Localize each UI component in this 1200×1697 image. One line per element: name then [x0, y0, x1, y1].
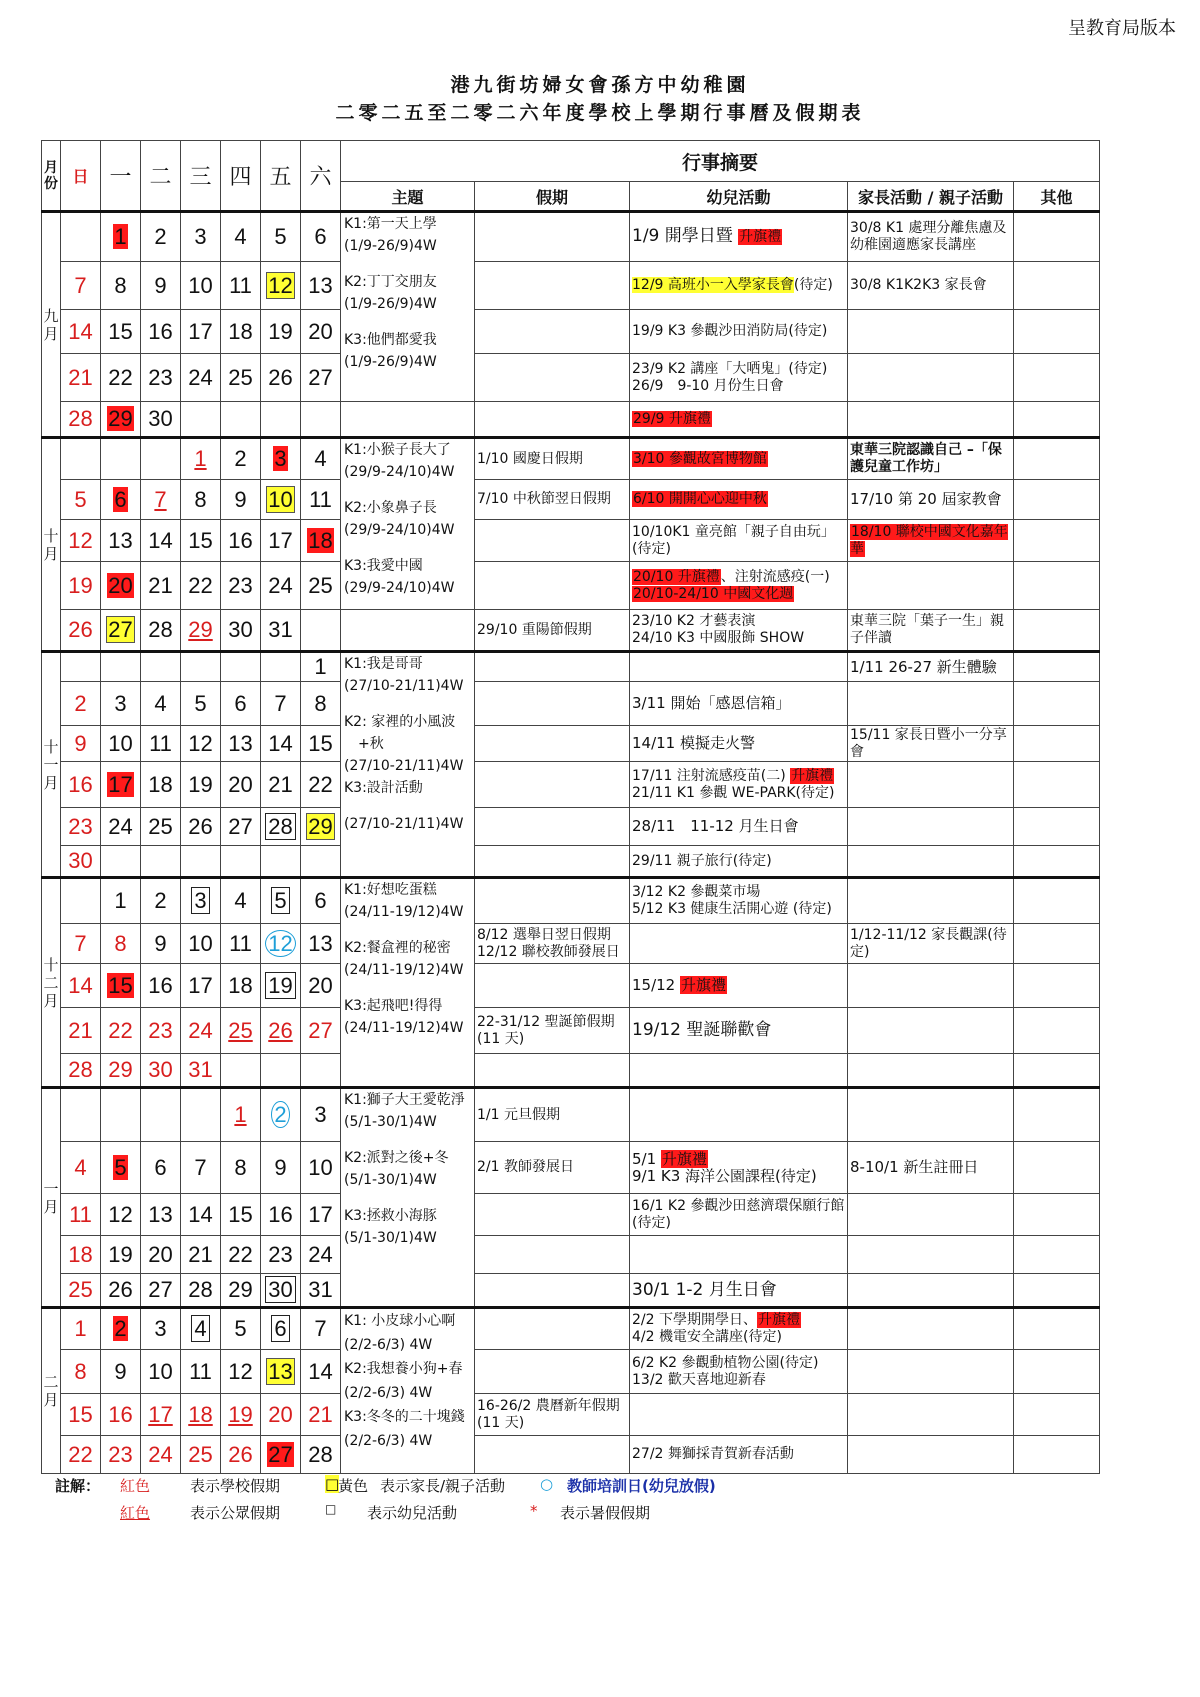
day-cell: 24 — [141, 1436, 181, 1474]
day-cell: 2 — [61, 682, 101, 726]
theme-jan: K1:獅子大王愛乾淨 (5/1-30/1)4W K2:派對之後+冬 (5/1-30/1)4W K3:拯救小海豚 (5/1-30/1)4W — [341, 1088, 475, 1308]
day-cell — [261, 1054, 301, 1088]
day-cell: 22 — [61, 1436, 101, 1474]
day-cell: 27 — [221, 808, 261, 846]
day-cell — [221, 652, 261, 682]
theme-feb: K1: 小皮球小心啊 (2/2-6/3) 4W K2:我想養小狗+春 (2/2-6/3) 4W K3:冬冬的二十塊錢 (2/2-6/3) 4W — [341, 1308, 475, 1474]
child-activity: 23/9 K2 講座「大哂鬼」(待定) 26/9 9-10 月份生日會 — [630, 354, 848, 402]
parent-activity-header: 家長活動 / 親子活動 — [848, 182, 1014, 212]
day-cell: 21 — [61, 1008, 101, 1054]
day-cell: 25 — [181, 1436, 221, 1474]
day-cell: 14 — [181, 1194, 221, 1236]
fri-header: 五 — [261, 141, 301, 212]
day-cell — [261, 402, 301, 438]
day-cell: 27 — [301, 354, 341, 402]
day-cell: 4 — [221, 212, 261, 262]
day-cell: 12 — [61, 520, 101, 562]
parent-activity: 30/8 K1K2K3 家長會 — [848, 262, 1014, 310]
day-cell: 6 — [221, 682, 261, 726]
day-cell — [141, 1088, 181, 1142]
theme-dec: K1:好想吃蛋糕 (24/11-19/12)4W K2:餐盒裡的秘密 (24/11-19/12)4W K3:起飛吧!得得 (24/11-19/12)4W — [341, 878, 475, 1088]
day-cell: 20 — [101, 562, 141, 610]
day-cell — [221, 1054, 261, 1088]
day-cell — [301, 846, 341, 878]
day-cell — [221, 402, 261, 438]
day-cell: 5 — [61, 480, 101, 520]
holiday-entry: 2/1 教師發展日 — [475, 1142, 630, 1194]
parent-activity: 15/11 家長日暨小一分享會 — [848, 726, 1014, 762]
day-cell — [141, 846, 181, 878]
child-activity: 2/2 下學期開學日、升旗禮 4/2 機電安全講座(待定) — [630, 1308, 848, 1350]
child-activity: 27/2 舞獅採青賀新春活動 — [630, 1436, 848, 1474]
day-cell: 8 — [101, 262, 141, 310]
day-cell: 22 — [221, 1236, 261, 1274]
summary-header: 行事摘要 — [341, 141, 1100, 182]
day-cell: 26 — [261, 1008, 301, 1054]
day-cell: 24 — [181, 1008, 221, 1054]
legend-yellow-mark: □ — [325, 1475, 340, 1493]
day-cell: 16 — [221, 520, 261, 562]
month-nov: 十一月 — [42, 652, 61, 878]
day-cell: 18 — [221, 310, 261, 354]
day-cell — [141, 438, 181, 480]
day-cell — [61, 212, 101, 262]
version-stamp: 呈教育局版本 — [1068, 18, 1176, 39]
day-cell: 7 — [61, 924, 101, 964]
day-cell: 2 — [261, 1088, 301, 1142]
day-cell: 27 — [101, 610, 141, 652]
day-cell: 25 — [61, 1274, 101, 1308]
day-cell: 21 — [261, 762, 301, 808]
day-cell: 2 — [221, 438, 261, 480]
theme-header: 主題 — [341, 182, 475, 212]
calendar-title: 二零二五至二零二六年度學校上學期行事曆及假期表 — [335, 102, 865, 124]
parent-activity: 1/12-11/12 家長觀課(待定) — [848, 924, 1014, 964]
day-cell: 16 — [61, 762, 101, 808]
day-cell: 22 — [101, 1008, 141, 1054]
day-cell: 9 — [221, 480, 261, 520]
day-cell: 12 — [101, 1194, 141, 1236]
holiday-entry: 7/10 中秋節翌日假期 — [475, 480, 630, 520]
day-cell: 28 — [181, 1274, 221, 1308]
day-cell: 30 — [141, 1054, 181, 1088]
day-cell: 4 — [221, 878, 261, 924]
day-cell: 17 — [141, 1394, 181, 1436]
day-cell: 21 — [141, 562, 181, 610]
holiday-entry: 16-26/2 農曆新年假期(11 天) — [475, 1394, 630, 1436]
day-cell: 9 — [61, 726, 101, 762]
parent-activity: 東華三院「葉子一生」親子伴讀 — [848, 610, 1014, 652]
month-feb: 二月 — [42, 1308, 61, 1474]
day-cell: 11 — [221, 262, 261, 310]
child-activity: 23/10 K2 才藝表演 24/10 K3 中國服飾 SHOW — [630, 610, 848, 652]
day-cell — [261, 652, 301, 682]
day-cell: 14 — [61, 310, 101, 354]
day-cell: 6 — [261, 1308, 301, 1350]
parent-activity: 17/10 第 20 屆家教會 — [848, 480, 1014, 520]
parent-activity: 18/10 聯校中國文化嘉年華 — [848, 520, 1014, 562]
day-cell: 9 — [141, 262, 181, 310]
box-icon: □ — [325, 1502, 337, 1516]
theme-oct: K1:小猴子長大了 (29/9-24/10)4W K2:小象鼻子長 (29/9-24/10)4W K3:我愛中國 (29/9-24/10)4W — [341, 438, 475, 610]
day-cell: 29 — [301, 808, 341, 846]
day-cell: 15 — [301, 726, 341, 762]
circle-icon: ○ — [540, 1475, 554, 1493]
day-cell: 15 — [61, 1394, 101, 1436]
day-cell: 19 — [261, 964, 301, 1008]
day-cell: 17 — [181, 310, 221, 354]
day-cell: 26 — [181, 808, 221, 846]
day-cell: 9 — [141, 924, 181, 964]
day-cell: 28 — [301, 1436, 341, 1474]
day-cell: 20 — [301, 964, 341, 1008]
day-cell: 23 — [221, 562, 261, 610]
day-cell — [61, 878, 101, 924]
day-cell: 9 — [101, 1350, 141, 1394]
day-cell: 11 — [301, 480, 341, 520]
child-activity: 5/1 升旗禮 9/1 K3 海洋公園課程(待定) — [630, 1142, 848, 1194]
day-cell: 5 — [181, 682, 221, 726]
day-cell — [101, 1088, 141, 1142]
day-cell: 7 — [141, 480, 181, 520]
day-cell: 26 — [61, 610, 101, 652]
day-cell: 21 — [301, 1394, 341, 1436]
parent-activity: 1/11 26-27 新生體驗 — [848, 652, 1014, 682]
day-cell: 10 — [181, 924, 221, 964]
day-cell: 8 — [181, 480, 221, 520]
day-cell — [181, 652, 221, 682]
day-cell: 7 — [261, 682, 301, 726]
day-cell: 26 — [261, 354, 301, 402]
day-cell: 16 — [101, 1394, 141, 1436]
day-cell: 2 — [101, 1308, 141, 1350]
day-cell: 28 — [141, 610, 181, 652]
day-cell — [101, 438, 141, 480]
child-activity: 19/12 聖誕聯歡會 — [630, 1008, 848, 1054]
parent-activity: 8-10/1 新生註冊日 — [848, 1142, 1014, 1194]
day-cell: 6 — [101, 480, 141, 520]
day-cell: 24 — [181, 354, 221, 402]
day-cell: 19 — [101, 1236, 141, 1274]
school-title: 港九街坊婦女會孫方中幼稚園 — [450, 74, 750, 96]
day-cell: 8 — [61, 1350, 101, 1394]
day-cell: 30 — [221, 610, 261, 652]
day-cell: 4 — [301, 438, 341, 480]
day-cell: 18 — [301, 520, 341, 562]
day-cell: 23 — [141, 354, 181, 402]
day-cell — [101, 652, 141, 682]
day-cell: 16 — [141, 964, 181, 1008]
day-cell: 24 — [261, 562, 301, 610]
mon-header: 一 — [101, 141, 141, 212]
holiday-entry: 1/10 國慶日假期 — [475, 438, 630, 480]
child-activity: 30/1 1-2 月生日會 — [630, 1274, 848, 1308]
day-cell: 1 — [221, 1088, 261, 1142]
day-cell: 27 — [301, 1008, 341, 1054]
child-activity: 17/11 注射流感疫苗(二) 升旗禮 21/11 K1 參觀 WE-PARK(待定) — [630, 762, 848, 808]
day-cell: 6 — [301, 212, 341, 262]
day-cell: 23 — [61, 808, 101, 846]
day-cell: 10 — [141, 1350, 181, 1394]
day-cell: 11 — [141, 726, 181, 762]
child-activity: 16/1 K2 參觀沙田慈濟環保願行館(待定) — [630, 1194, 848, 1236]
day-cell: 11 — [61, 1194, 101, 1236]
day-cell: 5 — [261, 878, 301, 924]
day-cell: 3 — [141, 1308, 181, 1350]
day-cell: 19 — [261, 310, 301, 354]
day-cell: 25 — [141, 808, 181, 846]
day-cell: 27 — [261, 1436, 301, 1474]
day-cell — [301, 610, 341, 652]
child-activity: 29/9 升旗禮 — [630, 402, 848, 438]
day-cell: 22 — [301, 762, 341, 808]
tue-header: 二 — [141, 141, 181, 212]
day-cell — [61, 438, 101, 480]
day-cell: 13 — [141, 1194, 181, 1236]
other-header: 其他 — [1014, 182, 1100, 212]
day-cell: 7 — [181, 1142, 221, 1194]
day-cell: 13 — [261, 1350, 301, 1394]
day-cell: 1 — [101, 878, 141, 924]
day-cell: 30 — [261, 1274, 301, 1308]
legend-red-public: 紅色 — [120, 1504, 151, 1522]
month-sept: 九月 — [42, 212, 61, 438]
day-cell: 11 — [181, 1350, 221, 1394]
child-activity-header: 幼兒活動 — [630, 182, 848, 212]
child-activity: 6/10 開開心心迎中秋 — [630, 480, 848, 520]
day-cell: 10 — [181, 262, 221, 310]
day-cell: 28 — [61, 1054, 101, 1088]
child-activity: 14/11 模擬走火警 — [630, 726, 848, 762]
day-cell: 26 — [101, 1274, 141, 1308]
sun-header: 日 — [61, 141, 101, 212]
day-cell — [301, 402, 341, 438]
day-cell: 31 — [181, 1054, 221, 1088]
day-cell: 3 — [181, 878, 221, 924]
day-cell: 7 — [61, 262, 101, 310]
day-cell: 24 — [301, 1236, 341, 1274]
day-cell: 15 — [101, 310, 141, 354]
day-cell: 19 — [181, 762, 221, 808]
school-calendar-table — [41, 140, 1100, 1474]
day-cell: 14 — [61, 964, 101, 1008]
day-cell: 29 — [101, 402, 141, 438]
day-cell: 27 — [141, 1274, 181, 1308]
day-cell: 23 — [141, 1008, 181, 1054]
day-cell: 18 — [61, 1236, 101, 1274]
day-cell: 6 — [141, 1142, 181, 1194]
day-cell: 3 — [301, 1088, 341, 1142]
holiday-entry: 29/10 重陽節假期 — [475, 610, 630, 652]
day-cell: 14 — [261, 726, 301, 762]
theme-sept: K1:第一天上學 (1/9-26/9)4W K2:丁丁交朋友 (1/9-26/9)4W K3:他們都愛我 (1/9-26/9)4W — [341, 212, 475, 402]
holiday-entry: 22-31/12 聖誕節假期(11 天) — [475, 1008, 630, 1054]
day-cell: 23 — [101, 1436, 141, 1474]
day-cell: 1 — [61, 1308, 101, 1350]
day-cell — [61, 1088, 101, 1142]
day-cell: 29 — [181, 610, 221, 652]
theme-nov: K1:我是哥哥 (27/10-21/11)4W K2: 家裡的小風波 +秋 (27/10-21/11)4W K3:設計活動 (27/10-21/11)4W — [341, 652, 475, 878]
child-activity: 19/9 K3 參觀沙田消防局(待定) — [630, 310, 848, 354]
day-cell: 4 — [141, 682, 181, 726]
day-cell: 25 — [221, 354, 261, 402]
day-cell — [141, 652, 181, 682]
day-cell: 20 — [221, 762, 261, 808]
day-cell: 13 — [221, 726, 261, 762]
day-cell: 13 — [301, 924, 341, 964]
day-cell: 1 — [101, 212, 141, 262]
day-cell: 8 — [101, 924, 141, 964]
day-cell: 18 — [221, 964, 261, 1008]
day-cell: 20 — [261, 1394, 301, 1436]
day-cell: 21 — [181, 1236, 221, 1274]
day-cell: 13 — [101, 520, 141, 562]
day-cell: 19 — [221, 1394, 261, 1436]
day-cell: 22 — [181, 562, 221, 610]
day-cell: 20 — [141, 1236, 181, 1274]
child-activity: 15/12 升旗禮 — [630, 964, 848, 1008]
day-cell: 22 — [101, 354, 141, 402]
day-cell: 2 — [141, 878, 181, 924]
day-cell: 1 — [301, 652, 341, 682]
legend-label: 註解： — [55, 1477, 101, 1495]
month-jan: 一月 — [42, 1088, 61, 1308]
day-cell — [61, 652, 101, 682]
day-cell: 10 — [301, 1142, 341, 1194]
day-cell: 5 — [221, 1308, 261, 1350]
day-cell: 31 — [261, 610, 301, 652]
day-cell: 16 — [261, 1194, 301, 1236]
day-cell: 26 — [221, 1436, 261, 1474]
day-cell: 10 — [101, 726, 141, 762]
day-cell: 14 — [141, 520, 181, 562]
day-cell: 25 — [301, 562, 341, 610]
thu-header: 四 — [221, 141, 261, 212]
sat-header: 六 — [301, 141, 341, 212]
child-activity: 1/9 開學日暨 升旗禮 — [630, 212, 848, 262]
day-cell: 1 — [181, 438, 221, 480]
day-cell: 6 — [301, 878, 341, 924]
day-cell: 5 — [261, 212, 301, 262]
day-cell: 31 — [301, 1274, 341, 1308]
day-cell: 3 — [181, 212, 221, 262]
child-activity: 20/10 升旗禮、注射流感疫(一) 20/10-24/10 中國文化週 — [630, 562, 848, 610]
day-cell: 19 — [61, 562, 101, 610]
day-cell — [181, 402, 221, 438]
day-cell — [181, 846, 221, 878]
day-cell: 17 — [301, 1194, 341, 1236]
child-activity: 6/2 K2 參觀動植物公園(待定) 13/2 歡天喜地迎新春 — [630, 1350, 848, 1394]
day-cell: 18 — [141, 762, 181, 808]
day-cell: 12 — [261, 924, 301, 964]
day-cell: 2 — [141, 212, 181, 262]
day-cell: 18 — [181, 1394, 221, 1436]
parent-activity: 東華三院認識自己 –「保護兒童工作坊」 — [848, 438, 1014, 480]
child-activity: 3/10 參觀故宮博物館 — [630, 438, 848, 480]
day-cell: 8 — [221, 1142, 261, 1194]
day-cell: 5 — [101, 1142, 141, 1194]
day-cell: 13 — [301, 262, 341, 310]
wed-header: 三 — [181, 141, 221, 212]
parent-activity: 30/8 K1 處理分離焦慮及幼稚園適應家長講座 — [848, 212, 1014, 262]
day-cell: 30 — [141, 402, 181, 438]
day-cell — [101, 846, 141, 878]
child-activity: 3/11 開始「感恩信箱」 — [630, 682, 848, 726]
day-cell: 8 — [301, 682, 341, 726]
child-activity: 29/11 親子旅行(待定) — [630, 846, 848, 878]
day-cell: 17 — [261, 520, 301, 562]
day-cell: 29 — [101, 1054, 141, 1088]
child-activity: 3/12 K2 參觀菜市場 5/12 K3 健康生活開心遊 (待定) — [630, 878, 848, 924]
day-cell: 28 — [261, 808, 301, 846]
day-cell: 4 — [181, 1308, 221, 1350]
month-col-header: 月份 — [42, 141, 61, 212]
day-cell: 11 — [221, 924, 261, 964]
day-cell: 23 — [261, 1236, 301, 1274]
day-cell: 12 — [261, 262, 301, 310]
day-cell: 14 — [301, 1350, 341, 1394]
day-cell: 30 — [61, 846, 101, 878]
holiday-entry: 8/12 選舉日翌日假期 12/12 聯校教師發展日 — [475, 924, 630, 964]
month-dec: 十二月 — [42, 878, 61, 1088]
day-cell — [301, 1054, 341, 1088]
day-cell: 12 — [221, 1350, 261, 1394]
day-cell: 16 — [141, 310, 181, 354]
month-oct: 十月 — [42, 438, 61, 652]
child-activity: 12/9 高班小一入學家長會(待定) — [630, 262, 848, 310]
day-cell — [181, 1088, 221, 1142]
day-cell: 25 — [221, 1008, 261, 1054]
day-cell — [261, 846, 301, 878]
day-cell: 29 — [221, 1274, 261, 1308]
day-cell: 15 — [181, 520, 221, 562]
day-cell: 12 — [181, 726, 221, 762]
day-cell: 3 — [261, 438, 301, 480]
day-cell: 3 — [101, 682, 141, 726]
day-cell — [221, 846, 261, 878]
day-cell: 7 — [301, 1308, 341, 1350]
child-activity: 28/11 11-12 月生日會 — [630, 808, 848, 846]
day-cell: 24 — [101, 808, 141, 846]
legend-red-school: 紅色 — [120, 1477, 151, 1495]
day-cell: 15 — [221, 1194, 261, 1236]
day-cell: 10 — [261, 480, 301, 520]
holiday-header: 假期 — [475, 182, 630, 212]
child-activity: 10/10K1 童亮館「親子自由玩」(待定) — [630, 520, 848, 562]
star-icon: * — [530, 1502, 538, 1520]
day-cell: 17 — [181, 964, 221, 1008]
day-cell: 28 — [61, 402, 101, 438]
day-cell: 20 — [301, 310, 341, 354]
day-cell: 9 — [261, 1142, 301, 1194]
day-cell: 4 — [61, 1142, 101, 1194]
holiday-entry: 1/1 元旦假期 — [475, 1088, 630, 1142]
day-cell: 17 — [101, 762, 141, 808]
day-cell: 15 — [101, 964, 141, 1008]
day-cell: 21 — [61, 354, 101, 402]
